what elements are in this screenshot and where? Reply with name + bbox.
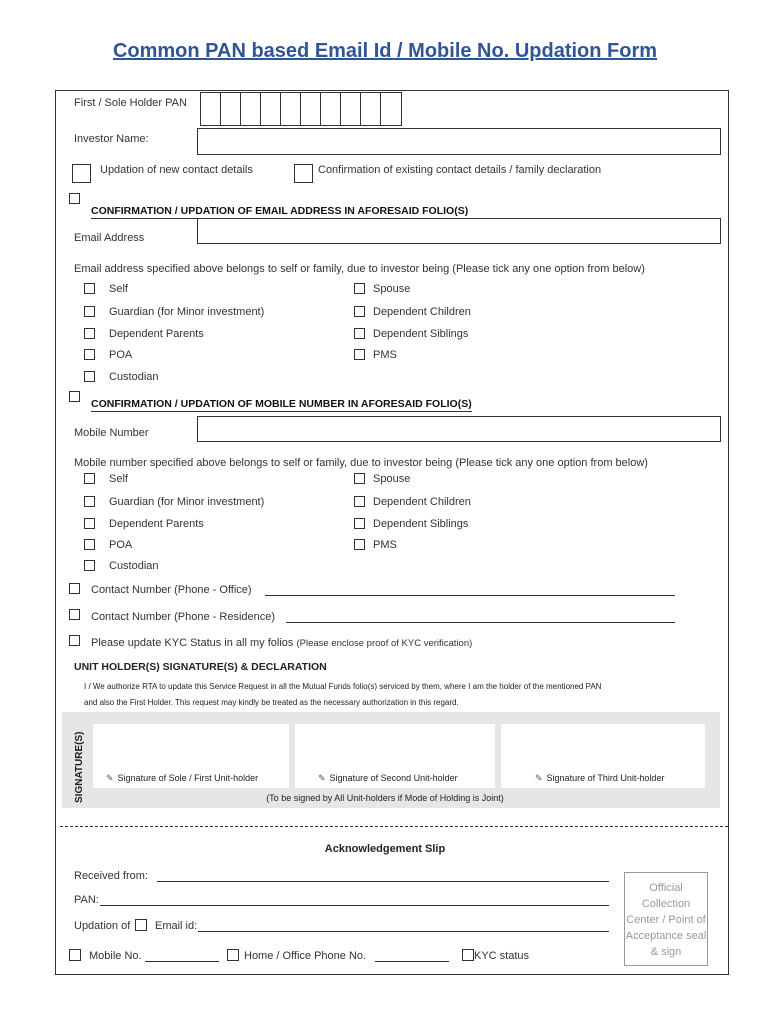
pan-cell[interactable] xyxy=(361,93,381,125)
tear-off-line xyxy=(60,826,728,827)
pan-cell[interactable] xyxy=(221,93,241,125)
ack-mobile-label: Mobile No. xyxy=(89,950,142,962)
residence-phone-line[interactable] xyxy=(286,622,675,623)
email-address-field[interactable] xyxy=(197,218,721,244)
ack-phone-label: Home / Office Phone No. xyxy=(244,950,367,962)
kyc-note: (Please enclose proof of KYC verification) xyxy=(296,638,473,649)
investor-name-label: Investor Name: xyxy=(74,133,149,145)
email-section-checkbox[interactable] xyxy=(69,193,80,204)
pan-cell[interactable] xyxy=(201,93,221,125)
pan-cell[interactable] xyxy=(321,93,341,125)
ack-pan-line[interactable] xyxy=(100,905,609,906)
declaration-line-1: I / We authorize RTA to update this Service Request in all the Mutual Funds folio(s) serviced by them, where I am the holder of the mentioned PAN xyxy=(84,682,602,691)
ack-email-checkbox[interactable] xyxy=(135,919,147,931)
email-custodian-label: Custodian xyxy=(109,371,159,383)
pen-icon: ✎ xyxy=(535,773,543,783)
email-poa-label: POA xyxy=(109,349,133,361)
email-parents-checkbox[interactable] xyxy=(84,328,95,339)
email-parents-label: Dependent Parents xyxy=(109,328,204,340)
mobile-custodian-checkbox[interactable] xyxy=(84,560,95,571)
pan-input-grid[interactable] xyxy=(200,92,402,126)
second-signature-caption xyxy=(318,773,458,784)
mobile-guardian-checkbox[interactable] xyxy=(84,496,95,507)
email-statement: Email address specified above belongs to self or family, due to investor being (Please tick any one option from below) xyxy=(74,263,645,275)
mobile-statement: Mobile number specified above belongs to self or family, due to investor being (Please tick any one option from below) xyxy=(74,457,648,469)
email-self-label: Self xyxy=(109,283,128,295)
email-guardian-label: Guardian (for Minor investment) xyxy=(109,306,265,318)
mobile-poa-label: POA xyxy=(109,539,133,551)
email-pms-checkbox[interactable] xyxy=(354,349,365,360)
mobile-section-checkbox[interactable] xyxy=(69,391,80,402)
third-signature-caption xyxy=(535,773,664,784)
mobile-section-heading: CONFIRMATION / UPDATION OF MOBILE NUMBER IN AFORESAID FOLIO(S) xyxy=(91,398,472,410)
official-seal-box: Official Collection Center / Point of Acceptance seal & sign xyxy=(624,872,708,966)
declaration-heading: UNIT HOLDER(S) SIGNATURE(S) & DECLARATION xyxy=(74,661,327,673)
email-siblings-label: Dependent Siblings xyxy=(373,328,469,340)
received-from-label: Received from: xyxy=(74,870,148,882)
pen-icon: ✎ xyxy=(106,773,114,783)
kyc-update-label xyxy=(91,637,472,649)
declaration-line-2: and also the First Holder. This request may kindly be treated as the necessary authorization in this regard. xyxy=(84,698,459,707)
mobile-number-field[interactable] xyxy=(197,416,721,442)
pan-cell[interactable] xyxy=(241,93,261,125)
ack-email-label: Email id: xyxy=(155,920,198,932)
email-guardian-checkbox[interactable] xyxy=(84,306,95,317)
email-self-checkbox[interactable] xyxy=(84,283,95,294)
pan-cell[interactable] xyxy=(301,93,321,125)
mobile-guardian-label: Guardian (for Minor investment) xyxy=(109,496,265,508)
mobile-poa-checkbox[interactable] xyxy=(84,539,95,550)
pan-cell[interactable] xyxy=(281,93,301,125)
confirm-existing-checkbox[interactable] xyxy=(294,164,313,183)
ack-kyc-label: KYC status xyxy=(474,950,530,962)
mobile-parents-checkbox[interactable] xyxy=(84,518,95,529)
mobile-self-label: Self xyxy=(109,473,128,485)
mobile-pms-label: PMS xyxy=(373,539,397,551)
mobile-pms-checkbox[interactable] xyxy=(354,539,365,550)
ack-kyc-checkbox[interactable] xyxy=(462,949,474,961)
pen-icon: ✎ xyxy=(318,773,326,783)
kyc-update-text: Please update KYC Status in all my folios xyxy=(91,637,294,649)
email-children-checkbox[interactable] xyxy=(354,306,365,317)
form-title: Common PAN based Email Id / Mobile No. Updation Form xyxy=(112,40,658,62)
ack-mobile-checkbox[interactable] xyxy=(69,949,81,961)
ack-mobile-line[interactable] xyxy=(145,961,219,962)
office-phone-line[interactable] xyxy=(265,595,675,596)
third-signature-label: Signature of Third Unit-holder xyxy=(546,773,665,783)
office-phone-checkbox[interactable] xyxy=(69,583,80,594)
office-phone-label: Contact Number (Phone - Office) xyxy=(91,584,252,596)
mobile-siblings-label: Dependent Siblings xyxy=(373,518,469,530)
mobile-number-label: Mobile Number xyxy=(74,427,149,439)
pan-cell[interactable] xyxy=(381,93,401,125)
confirm-existing-label: Confirmation of existing contact details / family declaration xyxy=(318,164,602,176)
residence-phone-checkbox[interactable] xyxy=(69,609,80,620)
updation-of-label: Updation of xyxy=(74,920,131,932)
new-contact-checkbox[interactable] xyxy=(72,164,91,183)
mobile-siblings-checkbox[interactable] xyxy=(354,518,365,529)
mobile-children-checkbox[interactable] xyxy=(354,496,365,507)
email-spouse-checkbox[interactable] xyxy=(354,283,365,294)
pan-label: First / Sole Holder PAN xyxy=(74,97,187,109)
ack-phone-checkbox[interactable] xyxy=(227,949,239,961)
joint-signing-note: (To be signed by All Unit-holders if Mode of Holding is Joint) xyxy=(266,793,504,803)
ack-pan-label: PAN: xyxy=(74,894,99,906)
signatures-side-label: SIGNATURE(S) xyxy=(74,731,85,803)
email-section-heading: CONFIRMATION / UPDATION OF EMAIL ADDRESS IN AFORESAID FOLIO(S) xyxy=(91,205,469,217)
ack-email-line[interactable] xyxy=(198,931,609,932)
ack-phone-line[interactable] xyxy=(375,961,449,962)
email-pms-label: PMS xyxy=(373,349,397,361)
mobile-custodian-label: Custodian xyxy=(109,560,159,572)
mobile-self-checkbox[interactable] xyxy=(84,473,95,484)
mobile-spouse-checkbox[interactable] xyxy=(354,473,365,484)
ack-heading: Acknowledgement Slip xyxy=(324,843,446,855)
investor-name-field[interactable] xyxy=(197,128,721,155)
residence-phone-label: Contact Number (Phone - Residence) xyxy=(91,611,276,623)
kyc-update-checkbox[interactable] xyxy=(69,635,80,646)
mobile-parents-label: Dependent Parents xyxy=(109,518,204,530)
second-signature-label: Signature of Second Unit-holder xyxy=(329,773,458,783)
email-address-label: Email Address xyxy=(74,232,145,244)
new-contact-label: Updation of new contact details xyxy=(100,164,253,176)
first-signature-label: Signature of Sole / First Unit-holder xyxy=(117,773,259,783)
pan-cell[interactable] xyxy=(341,93,361,125)
pan-cell[interactable] xyxy=(261,93,281,125)
email-poa-checkbox[interactable] xyxy=(84,349,95,360)
mobile-children-label: Dependent Children xyxy=(373,496,471,508)
received-from-line[interactable] xyxy=(157,881,609,882)
mobile-spouse-label: Spouse xyxy=(373,473,411,485)
first-signature-caption xyxy=(106,773,258,784)
email-children-label: Dependent Children xyxy=(373,306,471,318)
email-spouse-label: Spouse xyxy=(373,283,411,295)
email-custodian-checkbox[interactable] xyxy=(84,371,95,382)
email-siblings-checkbox[interactable] xyxy=(354,328,365,339)
